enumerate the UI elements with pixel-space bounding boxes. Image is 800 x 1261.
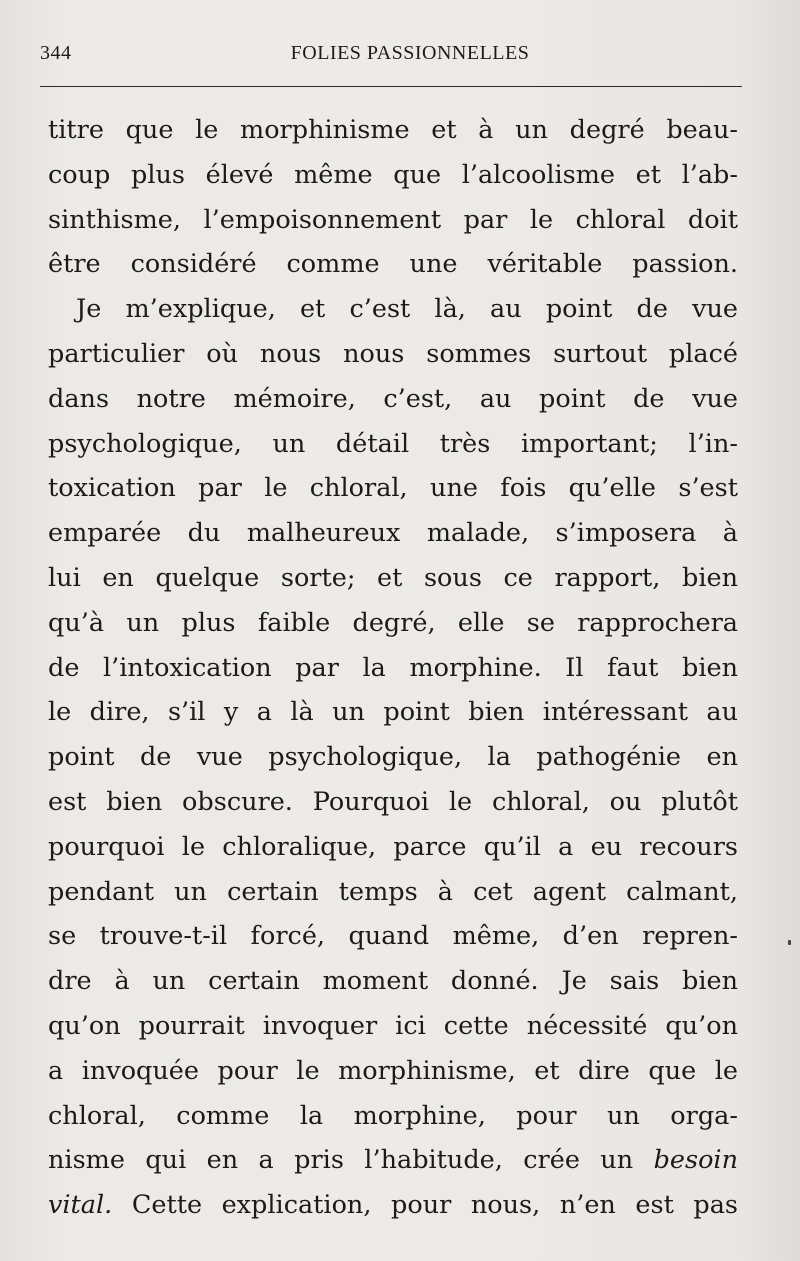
text-line: lui en quelque sorte; et sous ce rapport, bien [48, 562, 738, 593]
text-line: point de vue psychologique, la pathogénie en [48, 742, 738, 773]
paragraph-start-line: Je m’explique, et c’est là, au point de vue [76, 294, 738, 325]
text-line: se trouve-t-il forcé, quand même, d’en repren- [48, 921, 738, 952]
text-line-with-italic [48, 1183, 738, 1228]
text-line: qu’on pourrait invoquer ici cette nécessité qu’on [48, 1010, 738, 1041]
text-line: titre que le morphinisme et à un degré beau- [48, 115, 738, 145]
text-line: coup plus élevé même que l’alcoolisme et l’ab- [48, 159, 738, 190]
text-line-with-italic [48, 1138, 738, 1183]
italic-term: vital. [48, 1190, 113, 1221]
text-line: chloral, comme la morphine, pour un orga- [48, 1100, 738, 1131]
text-segment: nisme qui en a pris l’habitude, crée un [48, 1145, 634, 1176]
running-title: FOLIES PASSIONNELLES [290, 42, 530, 64]
paper-speck [788, 940, 791, 945]
text-line: est bien obscure. Pourquoi le chloral, ou plutôt [48, 786, 738, 817]
text-line: dans notre mémoire, c’est, au point de vue [48, 383, 738, 414]
page-number: 344 [40, 42, 72, 64]
text-line: sinthisme, l’empoisonnement par le chloral doit [48, 204, 738, 235]
body-text [48, 108, 738, 1228]
header-rule [40, 86, 742, 87]
text-line: toxication par le chloral, une fois qu’elle s’est [48, 473, 738, 504]
text-line: pendant un certain temps à cet agent calmant, [48, 876, 738, 907]
text-line: pourquoi le chloralique, parce qu’il a eu recours [48, 831, 738, 862]
text-line: psychologique, un détail très important; l’in- [48, 428, 738, 459]
text-line: être considéré comme une véritable passion. [48, 249, 738, 280]
page-header [40, 42, 740, 74]
italic-term: besoin [653, 1145, 738, 1176]
text-line: le dire, s’il y a là un point bien intéressant au [48, 697, 738, 728]
text-segment: Cette explication, pour nous, n’en est pas [131, 1190, 738, 1221]
text-line: dre à un certain moment donné. Je sais bien [48, 966, 738, 997]
text-line: particulier où nous nous sommes surtout placé [48, 338, 738, 369]
text-line: a invoquée pour le morphinisme, et dire que le [48, 1055, 738, 1086]
text-line: emparée du malheureux malade, s’imposera à [48, 518, 738, 549]
text-line: de l’intoxication par la morphine. Il faut bien [48, 652, 738, 683]
text-line: qu’à un plus faible degré, elle se rapprochera [48, 607, 738, 638]
